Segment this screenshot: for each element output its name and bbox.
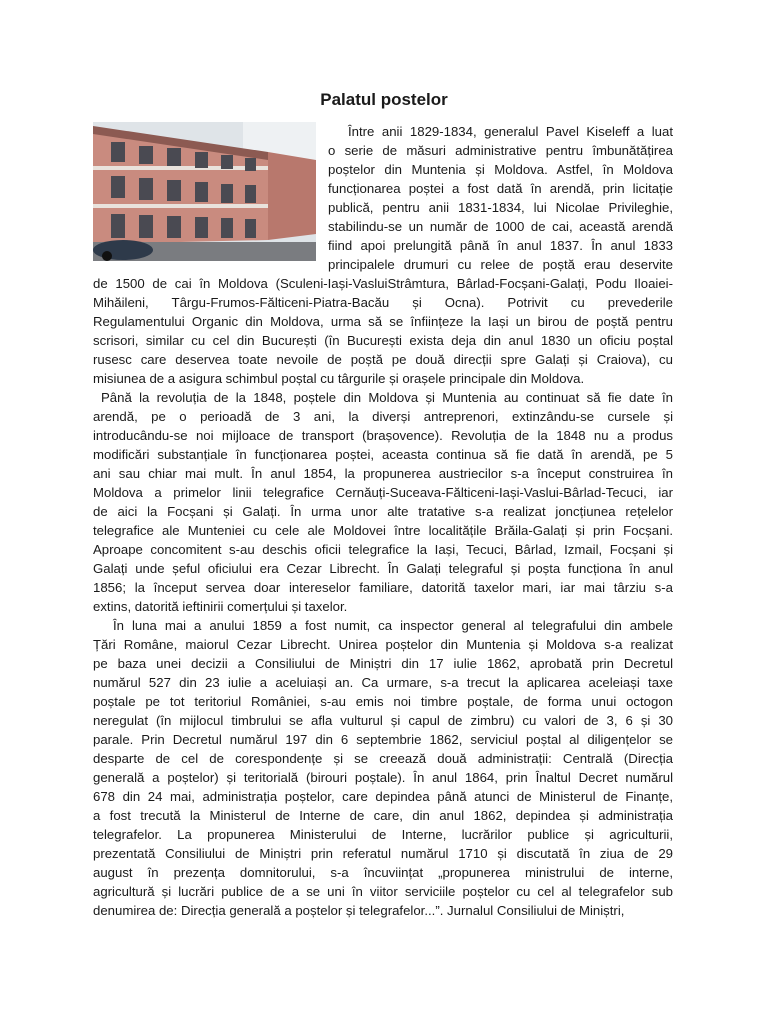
text-line: desparte de cel de corespondențe și se creează două administrații: Centrală (Direcția: [93, 751, 673, 766]
text-line: funcționarea poștei a fost dată în arendă, prin licitație: [328, 181, 673, 196]
text-line: pe baza unei decizii a Consiliului de Miniștri din 17 iulie 1862, aprobată prin Decretul: [93, 656, 673, 671]
text-line: introducându-se noi mijloace de transport (brașovence). Revoluția de la 1848 nu a produs: [93, 428, 673, 443]
text-line: modificări substanțiale în funcționarea poștei, aceasta continua să fie dată în arendă, pe 5: [93, 447, 673, 462]
text-line: extins, datorită ieftinirii comerțului și taxelor.: [93, 599, 348, 614]
page-title: Palatul postelor: [320, 90, 448, 109]
text-line: Între anii 1829-1834, generalul Pavel Kiseleff a luat: [348, 124, 673, 139]
text-line: o serie de măsuri administrative pentru îmbunătățirea: [328, 143, 673, 158]
text-line: parale. Prin Decretul numărul 197 din 6 septembrie 1862, serviciul poștal al diligențelor se: [93, 732, 673, 747]
text-line: generală a poștelor) și teritorială (birouri poștale). În anul 1864, prin Înaltul Decret numărul: [93, 770, 673, 785]
text-line: poștale pe tot teritoriul României, s-au emis noi timbre poștale, de forma unui octogon: [93, 694, 673, 709]
text-line: denumirea de: Direcția generală a poștelor și telegrafelor...”. Jurnalul Consiliului de Miniștri,: [93, 903, 625, 918]
text-line: de aici la Focșani și Galați. În urma unor alte tratative s-a realizat joncțiunea rețelelor: [93, 504, 673, 519]
text-line: a fost trecută la Ministerul de Interne de care, din anul 1862, depindea și administrația: [93, 808, 673, 823]
text-line: publică, pentru anii 1831-1834, lui Nicolae Privileghie,: [328, 200, 673, 215]
text-line: rusesc care deservea toate nevoile de poștă pe două direcții spre Galați și Craiova), cu: [93, 352, 673, 367]
text-line: poștelor din Muntenia și Moldova. Astfel, în Moldova: [328, 162, 673, 177]
text-line: august în prezența domnitorului, s-a încuviințat „propunerea ministrului de interne,: [93, 865, 673, 880]
text-line: fiind apoi prelungită până în anul 1837. În anul 1833: [328, 238, 673, 253]
text-line: principalele drumuri cu relee de poștă erau deservite: [328, 257, 673, 272]
text-line: Aproape concomitent s-au deschis oficii telegrafice la Iași, Tecuci, Bârlad, Izmail, Focșani și: [93, 542, 673, 557]
text-line: Moldova a primelor linii telegrafice Cernăuți-Suceava-Fălticeni-Iași-Vaslui-Bârlad-Tecuci, iar: [93, 485, 673, 500]
text-line: neregulat (în mijlocul timbrului se afla vulturul și capul de zimbru) cu valori de 3, 6 și 30: [93, 713, 673, 728]
text-line: Galați unde șeful oficiului era Cezar Librecht. În Galați telegraful și poșta funcționa în anul: [93, 561, 673, 576]
text-line: Țări Române, maiorul Cezar Librecht. Unirea poștelor din Muntenia și Moldova s-a realizat: [93, 637, 673, 652]
text-line: agricultură și lucrări publice de a se uni în viitor serviciile poștelor cu cel al telegrafelor sub: [93, 884, 673, 899]
text-line: Mihăileni, Târgu-Frumos-Fălticeni-Piatra-Bacău și Ocna). Potrivit cu prevederile: [93, 295, 673, 310]
text-line: ani sau chiar mai mult. În anul 1854, la propunerea austriecilor s-a început construirea în: [93, 466, 673, 481]
text-line: prezentată Consiliului de Miniștri prin referatul numărul 1710 și discutată în ziua de 29: [93, 846, 673, 861]
text-line: telegrafelor. La propunerea Ministerului de Interne, lucrărilor publice și agriculturii,: [93, 827, 673, 842]
text-line: numărul 527 din 23 iulie a aceluiași an. Ca urmare, s-a trecut la aplicarea aceleiași taxe: [93, 675, 673, 690]
text-line: de 1500 de cai în Moldova (Sculeni-Iași-VasluiStrâmtura, Bârlad-Focșani-Galați, Podu Iloaiei-: [93, 276, 673, 291]
text-line: În luna mai a anului 1859 a fost numit, ca inspector general al telegrafului din ambele: [113, 618, 673, 633]
text-line: stabilindu-se un număr de 1000 de cai, această arendă: [328, 219, 673, 234]
text-line: Până la revoluția de la 1848, poștele din Moldova și Muntenia au continuat să fie date în: [101, 390, 673, 405]
text-line: arendă, pe o perioadă de 3 ani, la diverși antreprenori, extinzându-se cursele și: [93, 409, 673, 424]
text-line: Regulamentului Organic din Moldova, urma să se înființeze la Iași un birou de poștă pentru: [93, 314, 673, 329]
text-line: scrisori, similar cu cel din București (în București exista deja din anul 1830 un oficiu poștal: [93, 333, 673, 348]
text-line: telegrafice ale Munteniei cu cele ale Moldovei între localitățile Brăila-Galați și prin Focșani.: [93, 523, 673, 538]
text-line: 1856; la început servea doar intereselor familiare, datorită taxelor mari, iar mai târziu s-a: [93, 580, 673, 595]
text-line: misiunea de a asigura schimbul poștal cu târgurile și orașele principale din Moldova.: [93, 371, 585, 386]
text-line: 678 din 24 mai, administrația poștelor, care depindea până atunci de Ministerul de Finanțe,: [93, 789, 673, 804]
body-text: [93, 122, 673, 920]
